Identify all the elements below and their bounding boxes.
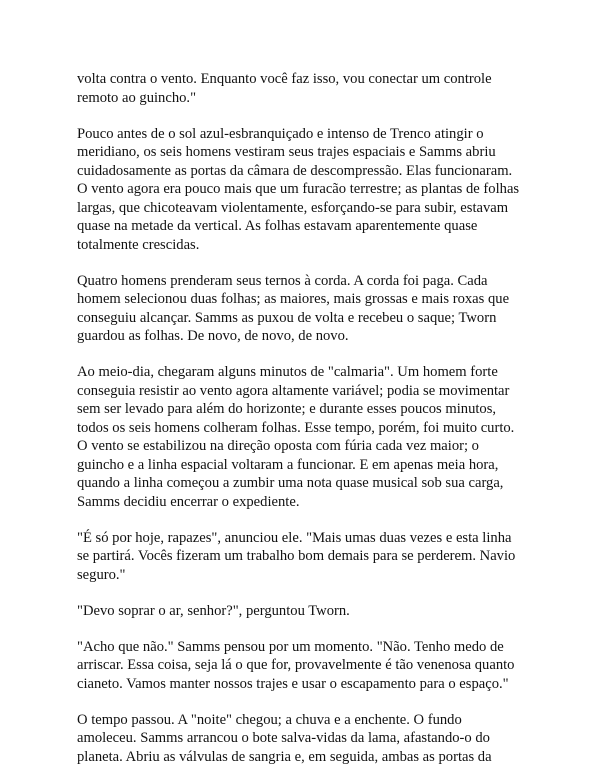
paragraph-5: "É só por hoje, rapazes", anunciou ele. "Mais umas duas vezes e esta linha se partirá. Vocês fizeram um trabalho bom demais para se perderem. Navio seguro." xyxy=(77,529,516,583)
paragraph-2: Pouco antes de o sol azul-esbranquiçado e intenso de Trenco atingir o meridiano, os seis homens vestiram seus trajes espaciais e Samms abriu cuidadosamente as portas da câmara de descompressão. Elas funcionaram. O vento agora era pouco mais que um furacão terrestre; as plantas de folhas largas, que chicoteavam violentamente, esforçando-se para subir, estavam quase na metade da vertical. As folhas estavam aparentemente quase totalmente crescidas. xyxy=(77,125,520,253)
paragraph-3: Quatro homens prenderam seus ternos à corda. A corda foi paga. Cada homem selecionou duas folhas; as maiores, mais grossas e mais roxas que conseguiu alcançar. Samms as puxou de volta e recebeu o saque; Tworn guardou as folhas. De novo, de novo, de novo. xyxy=(77,272,510,344)
paragraph-6: "Devo soprar o ar, senhor?", perguntou Tworn. xyxy=(77,602,350,619)
paragraph-7: "Acho que não." Samms pensou por um momento. "Não. Tenho medo de arriscar. Essa coisa, seja lá o que for, provavelmente é tão venenosa quanto cianeto. Vamos manter nossos trajes e usar o escapamento para o espaço." xyxy=(77,638,515,692)
paragraph-8: O tempo passou. A "noite" chegou; a chuva e a enchente. O fundo amoleceu. Samms arrancou o bote salva-vidas da lama, afastando-o do planeta. Abriu as válvulas de sangria e, em seguida, ambas as portas da xyxy=(77,711,492,765)
paragraph-1: volta contra o vento. Enquanto você faz isso, vou conectar um controle remoto ao guincho." xyxy=(77,71,492,106)
paragraph-4: Ao meio-dia, chegaram alguns minutos de "calmaria". Um homem forte conseguia resistir ao vento agora altamente variável; podia se movimentar sem ser levado para além do horizonte; e durante esses poucos minutos, todos os seis homens colheram folhas. Esse tempo, porém, foi muito curto. O vento se estabilizou na direção oposta com fúria cada vez maior; o guincho e a linha espacial voltaram a funcionar. E em apenas meia hora, quando a linha começou a zumbir uma nota quase musical sob sua carga, Samms decidiu encerrar o expediente. xyxy=(77,364,515,510)
body-text xyxy=(77,70,537,766)
